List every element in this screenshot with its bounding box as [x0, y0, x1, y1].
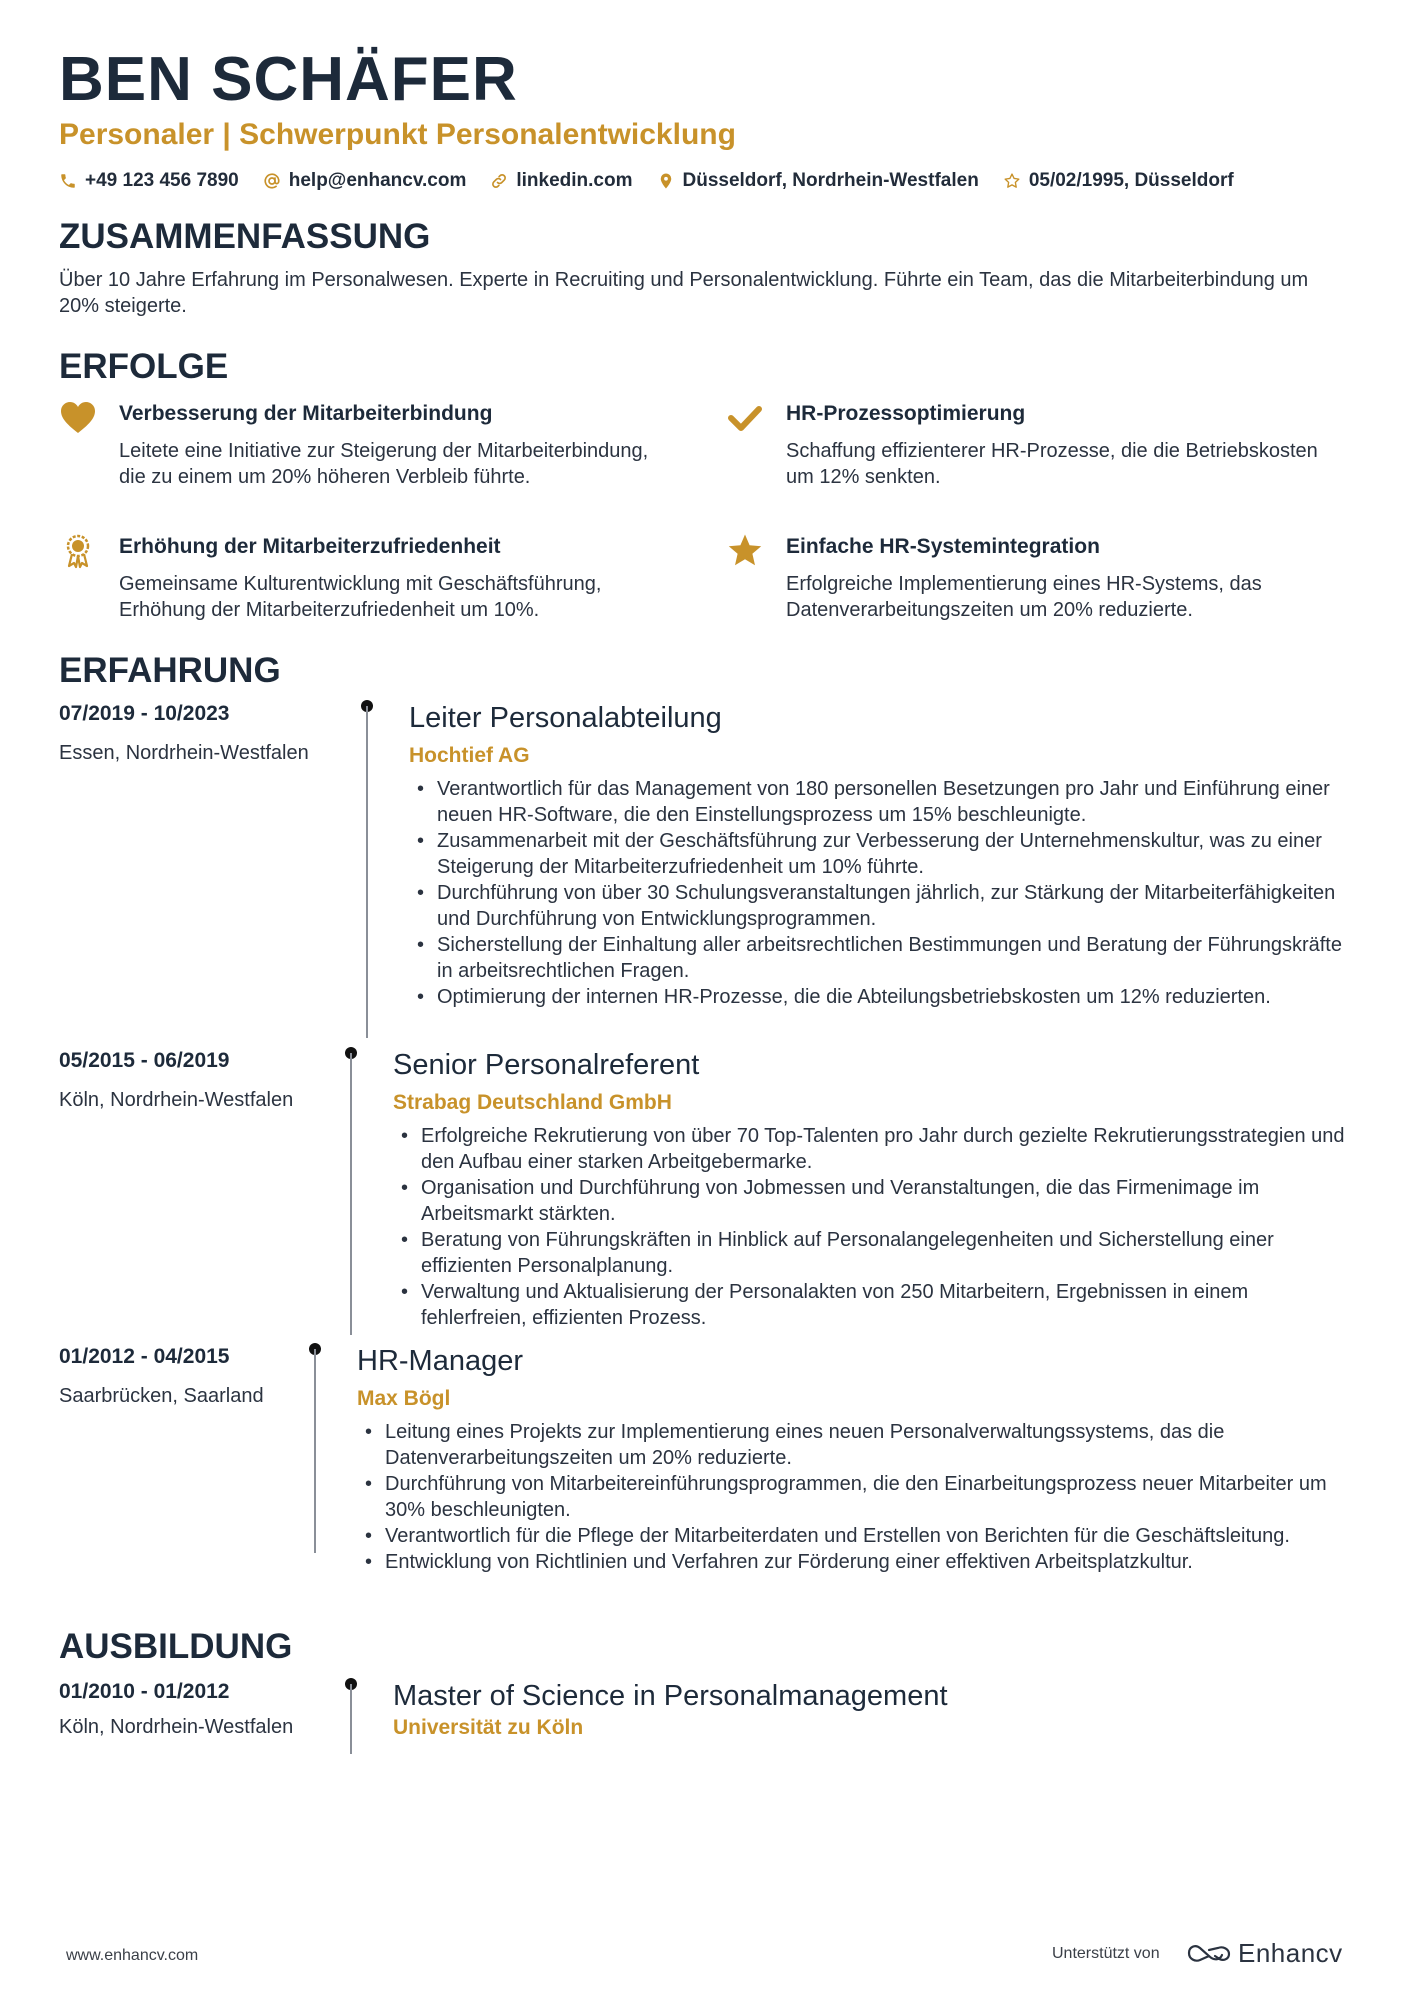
education-location: Köln, Nordrhein-Westfalen	[59, 1716, 294, 1738]
location-pin-icon	[657, 172, 675, 190]
job-location: Essen, Nordrhein-Westfalen	[59, 742, 309, 764]
contact-email[interactable]	[263, 168, 467, 194]
contact-phone-text: +49 123 456 7890	[85, 170, 239, 191]
contact-linkedin-text: linkedin.com	[516, 170, 633, 191]
education-school: Universität zu Köln	[393, 1716, 584, 1739]
job-bullets	[357, 1419, 1359, 1575]
footer-url[interactable]: www.enhancv.com	[66, 1947, 199, 1964]
job-company: Hochtief AG	[409, 744, 530, 767]
contact-location-text: Düsseldorf, Nordrhein-Westfalen	[682, 170, 979, 191]
experience-heading: ERFAHRUNG	[59, 651, 281, 690]
job-bullet: • Verantwortlich für das Management von 180 personellen Besetzungen pro Jahr und Einführung einer neuen HR-Software, die den Einstellungsprozess um 15% beschleunigte.	[409, 776, 1359, 828]
contact-birth	[1003, 168, 1234, 194]
job-bullet: • Verwaltung und Aktualisierung der Personalakten von 250 Mitarbeitern, Ergebnissen in einem fehlerfreien, effizienten Prozess.	[393, 1279, 1359, 1331]
job-company: Strabag Deutschland GmbH	[393, 1091, 672, 1114]
candidate-name: BEN SCHÄFER	[59, 45, 518, 114]
timeline-line	[350, 1684, 352, 1754]
achievement-title: Erhöhung der Mitarbeiterzufriedenheit	[119, 535, 501, 558]
job-bullet: • Entwicklung von Richtlinien und Verfahren zur Förderung einer effektiven Arbeitsplatzkultur.	[357, 1549, 1359, 1575]
contact-location	[657, 168, 979, 194]
achievement-title: Verbesserung der Mitarbeiterbindung	[119, 402, 493, 425]
job-bullet: • Optimierung der internen HR-Prozesse, die die Abteilungsbetriebskosten um 12% reduzierten.	[409, 984, 1359, 1010]
star-icon	[726, 533, 764, 569]
footer-logo[interactable]	[1186, 1938, 1343, 1968]
summary-text: Über 10 Jahre Erfahrung im Personalwesen. Experte in Recruiting und Personalentwicklung. Führte ein Team, das die Mitarbeiterbindung um 20% steigerte.	[59, 269, 1309, 317]
job-dates: 07/2019 - 10/2023	[59, 702, 230, 725]
footer-powered-by: Unterstützt von	[1052, 1945, 1160, 1962]
heart-icon	[59, 400, 97, 436]
enhancv-logo-icon	[1186, 1940, 1232, 1966]
job-title: HR-Manager	[357, 1345, 523, 1377]
summary-heading: ZUSAMMENFASSUNG	[59, 217, 431, 256]
achievement-title: HR-Prozessoptimierung	[786, 402, 1026, 425]
achievements-heading: ERFOLGE	[59, 347, 229, 386]
checkmark-icon	[726, 400, 764, 436]
phone-icon	[59, 172, 77, 190]
timeline-line	[314, 1349, 316, 1553]
job-dates: 01/2012 - 04/2015	[59, 1345, 230, 1368]
job-company: Max Bögl	[357, 1387, 451, 1410]
contact-birth-text: 05/02/1995, Düsseldorf	[1028, 170, 1234, 191]
job-title: Senior Personalreferent	[393, 1049, 700, 1081]
achievement-description: Erfolgreiche Implementierung eines HR-Systems, das Datenverarbeitungszeiten um 20% reduzierte.	[786, 573, 1262, 621]
contact-linkedin[interactable]	[490, 168, 632, 194]
link-icon	[490, 172, 508, 190]
job-bullets	[393, 1123, 1359, 1331]
job-bullet: • Erfolgreiche Rekrutierung von über 70 Top-Talenten pro Jahr durch gezielte Rekrutierungsstrategien und den Aufbau einer starken Arbeitgebermarke.	[393, 1123, 1359, 1175]
achievement-description: Leitete eine Initiative zur Steigerung der Mitarbeiterbindung, die zu einem um 20% höheren Verbleib führte.	[119, 440, 649, 488]
timeline-line	[350, 1053, 352, 1335]
education-heading: AUSBILDUNG	[59, 1627, 293, 1666]
achievement-title: Einfache HR-Systemintegration	[786, 535, 1100, 558]
job-bullet: • Durchführung von Mitarbeitereinführungsprogrammen, die den Einarbeitungsprozess neuer Mitarbeiter um 30% beschleunigten.	[357, 1471, 1359, 1523]
achievement-description: Schaffung effizienterer HR-Prozesse, die die Betriebskosten um 12% senkten.	[786, 440, 1318, 488]
job-bullet: • Beratung von Führungskräften in Hinblick auf Personalangelegenheiten und Sicherstellung einer effizienten Personalplanung.	[393, 1227, 1359, 1279]
job-bullet: • Sicherstellung der Einhaltung aller arbeitsrechtlichen Bestimmungen und Beratung der Führungskräfte in arbeitsrechtlichen Fragen.	[409, 932, 1359, 984]
job-bullet: • Zusammenarbeit mit der Geschäftsführung zur Verbesserung der Unternehmenskultur, was zu einer Steigerung der Mitarbeiterzufriedenheit um 10% führte.	[409, 828, 1359, 880]
medal-icon	[59, 533, 97, 569]
footer-brand: Enhancv	[1238, 1938, 1343, 1968]
contact-email-text: help@enhancv.com	[288, 170, 467, 191]
education-degree: Master of Science in Personalmanagement	[393, 1680, 948, 1712]
job-bullet: • Leitung eines Projekts zur Implementierung eines neuen Personalverwaltungssystems, das die Datenverarbeitungszeiten um 20% reduzierte.	[357, 1419, 1359, 1471]
job-bullets	[409, 776, 1359, 1010]
job-location: Saarbrücken, Saarland	[59, 1385, 264, 1407]
education-dates: 01/2010 - 01/2012	[59, 1680, 230, 1703]
headline: Personaler | Schwerpunkt Personalentwicklung	[59, 118, 736, 151]
job-bullet: • Verantwortlich für die Pflege der Mitarbeiterdaten und Erstellen von Berichten für die Geschäftsleitung.	[357, 1523, 1359, 1549]
job-title: Leiter Personalabteilung	[409, 702, 722, 734]
timeline-line	[366, 706, 368, 1038]
at-icon	[263, 172, 281, 190]
contact-phone[interactable]	[59, 168, 239, 194]
job-bullet: • Organisation und Durchführung von Jobmessen und Veranstaltungen, die das Firmenimage im Arbeitsmarkt stärkten.	[393, 1175, 1359, 1227]
star-outline-icon	[1003, 172, 1021, 190]
job-location: Köln, Nordrhein-Westfalen	[59, 1089, 294, 1111]
job-bullet: • Durchführung von über 30 Schulungsveranstaltungen jährlich, zur Stärkung der Mitarbeiterfähigkeiten und Durchführung von Entwicklungsprogrammen.	[409, 880, 1359, 932]
achievement-description: Gemeinsame Kulturentwicklung mit Geschäftsführung, Erhöhung der Mitarbeiterzufriedenheit um 10%.	[119, 573, 602, 621]
job-dates: 05/2015 - 06/2019	[59, 1049, 230, 1072]
contact-bar	[59, 168, 1234, 194]
